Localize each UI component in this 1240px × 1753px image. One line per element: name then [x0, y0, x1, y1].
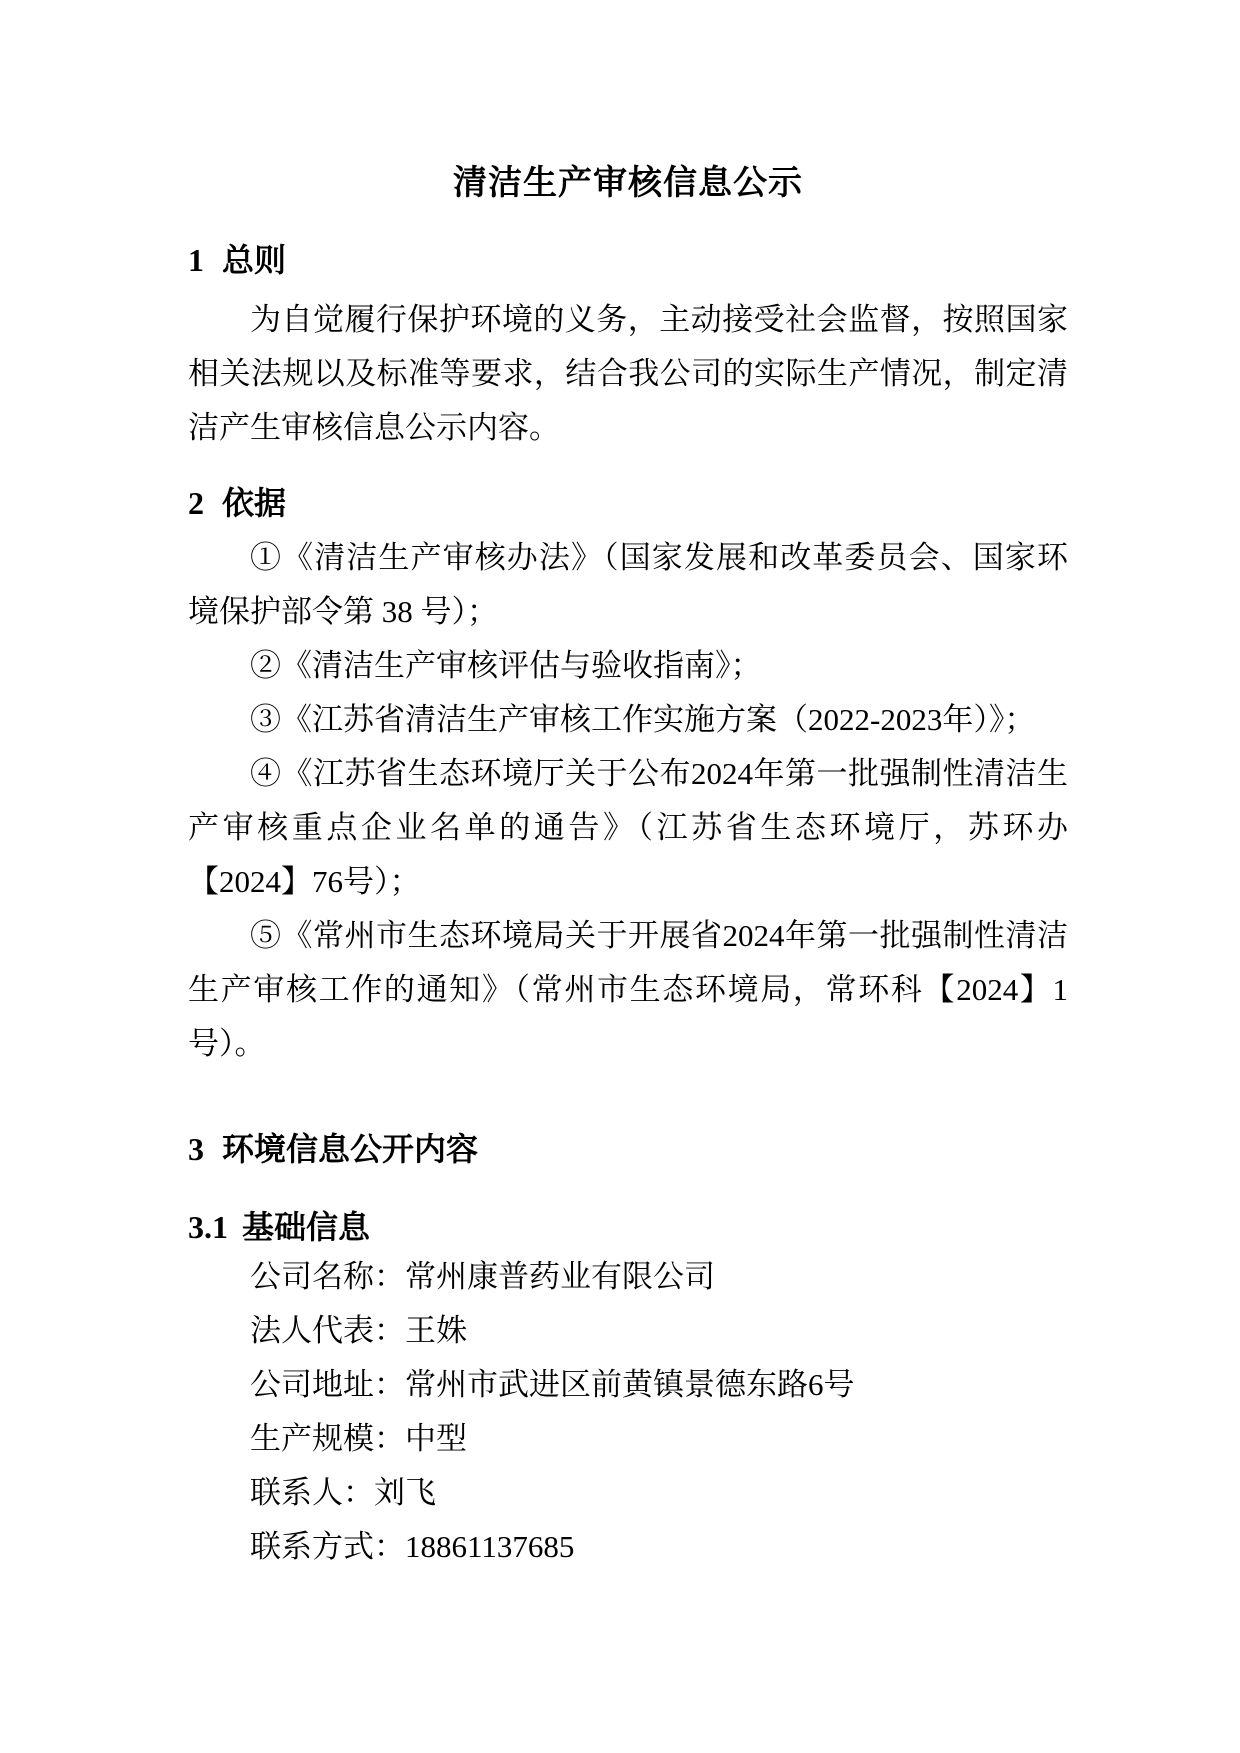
info-row-contact-number — [188, 1520, 1068, 1574]
info-colon: ： — [374, 1259, 405, 1294]
info-colon: ： — [374, 1529, 405, 1564]
basis-reference-list — [188, 531, 1068, 1071]
section-heading-text: 总则 — [222, 242, 287, 278]
section-heading-basis — [188, 485, 1068, 521]
section-heading-disclosure — [188, 1131, 1068, 1167]
document-title: 清洁生产审核信息公示 — [453, 165, 803, 202]
section-number: 2 — [188, 485, 204, 521]
info-label: 公司地址 — [250, 1367, 374, 1402]
info-colon: ： — [374, 1367, 405, 1402]
info-label: 联系人 — [250, 1475, 343, 1510]
info-value: 中型 — [405, 1421, 467, 1456]
info-colon: ： — [343, 1475, 374, 1510]
info-label: 公司名称 — [250, 1259, 374, 1294]
info-label: 联系方式 — [250, 1529, 374, 1564]
basis-item: ④《江苏省生态环境厅关于公布2024年第一批强制性清洁生产审核重点企业名单的通告》（江苏省生态环境厅，苏环办【2024】76号）； — [188, 756, 1068, 899]
basis-item: ②《清洁生产审核评估与验收指南》； — [250, 648, 762, 683]
subsection-heading-text: 基础信息 — [242, 1209, 371, 1245]
subsection-number: 3.1 — [188, 1209, 228, 1245]
basis-item: ③《江苏省清洁生产审核工作实施方案（2022-2023年）》； — [250, 702, 1036, 737]
basis-item: ①《清洁生产审核办法》（国家发展和改革委员会、国家环境保护部令第 38 号）； — [188, 540, 1068, 629]
info-row-company-address — [188, 1358, 1068, 1412]
section-number: 3 — [188, 1131, 204, 1167]
basis-item: ⑤《常州市生态环境局关于开展省2024年第一批强制性清洁生产审核工作的通知》（常州市生态环境局，常环科【2024】1号）。 — [188, 918, 1068, 1061]
info-label: 法人代表 — [250, 1313, 374, 1348]
info-label: 生产规模 — [250, 1421, 374, 1456]
general-paragraph: 为自觉履行保护环境的义务，主动接受社会监督，按照国家相关法规以及标准等要求，结合我公司的实际生产情况，制定清洁产生审核信息公示内容。 — [188, 302, 1068, 445]
section-number: 1 — [188, 242, 204, 278]
info-colon: ： — [374, 1421, 405, 1456]
info-value: 18861137685 — [405, 1529, 575, 1564]
info-row-production-scale — [188, 1412, 1068, 1466]
subsection-heading-basic-info — [188, 1209, 1068, 1245]
info-value: 刘飞 — [374, 1475, 436, 1510]
section-heading-text: 依据 — [222, 485, 287, 521]
section-heading-general — [188, 242, 1068, 278]
info-row-contact-person — [188, 1466, 1068, 1520]
info-value: 王姝 — [405, 1313, 467, 1348]
basic-info-list — [188, 1250, 1068, 1574]
info-colon: ： — [374, 1313, 405, 1348]
info-row-legal-representative — [188, 1304, 1068, 1358]
info-row-company-name — [188, 1250, 1068, 1304]
section-heading-text: 环境信息公开内容 — [222, 1131, 479, 1167]
info-value: 常州康普药业有限公司 — [405, 1259, 715, 1294]
info-value: 常州市武进区前黄镇景德东路6号 — [405, 1367, 855, 1402]
